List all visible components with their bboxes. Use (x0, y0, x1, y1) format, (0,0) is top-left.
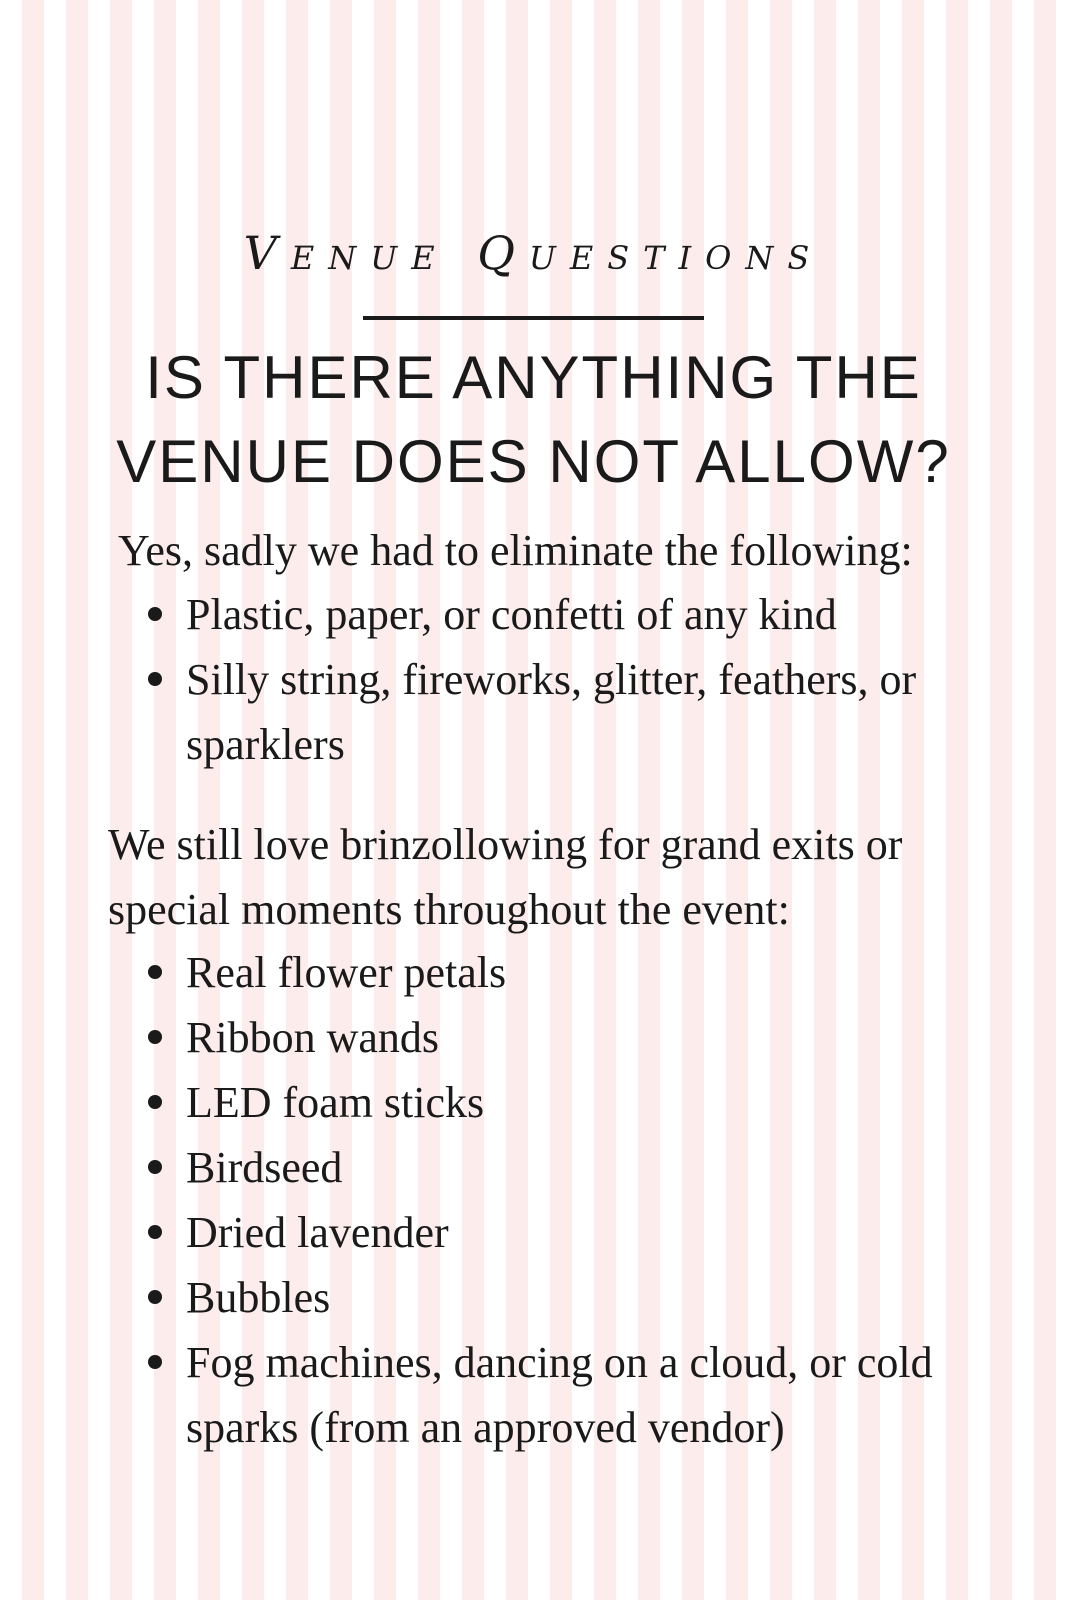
list-item (186, 582, 966, 647)
list-item (186, 940, 976, 1005)
bullet-icon (148, 1030, 162, 1044)
bullet-icon (148, 672, 162, 686)
allowed-intro: We still love brinzollowing for grand exits or special moments throughout the event: (108, 820, 903, 934)
question-heading-line-2: VENUE DOES NOT ALLOW? (116, 428, 951, 495)
list-item (186, 1330, 976, 1460)
list-item-text: Fog machines, dancing on a cloud, or cold sparks (from an approved vendor) (186, 1338, 933, 1452)
list-item-text: Plastic, paper, or confetti of any kind (186, 590, 837, 639)
bullet-icon (148, 965, 162, 979)
question-heading (0, 336, 1067, 504)
bullet-icon (148, 1095, 162, 1109)
bullet-icon (148, 1290, 162, 1304)
list-item (186, 1200, 976, 1265)
list-item-text: Ribbon wands (186, 1013, 439, 1062)
section-title: Venue Questions (243, 226, 824, 280)
list-item (186, 1265, 976, 1330)
list-item (186, 1070, 976, 1135)
list-item-text: Silly string, fireworks, glitter, feathers, or sparklers (186, 655, 917, 769)
bullet-icon (148, 1225, 162, 1239)
not-allowed-intro: Yes, sadly we had to eliminate the following: (118, 526, 913, 575)
list-item (186, 1135, 976, 1200)
list-item (186, 647, 966, 777)
bullet-icon (148, 1160, 162, 1174)
title-divider (363, 316, 704, 320)
bullet-icon (148, 1355, 162, 1369)
allowed-list (186, 940, 976, 1460)
list-item-text: LED foam sticks (186, 1078, 485, 1127)
list-item-text: Dried lavender (186, 1208, 449, 1257)
question-heading-line-1: IS THERE ANYTHING THE (145, 344, 922, 411)
bullet-icon (148, 607, 162, 621)
list-item (186, 1005, 976, 1070)
list-item-text: Real flower petals (186, 948, 507, 997)
not-allowed-list (186, 582, 966, 777)
list-item-text: Bubbles (186, 1273, 331, 1322)
list-item-text: Birdseed (186, 1143, 343, 1192)
